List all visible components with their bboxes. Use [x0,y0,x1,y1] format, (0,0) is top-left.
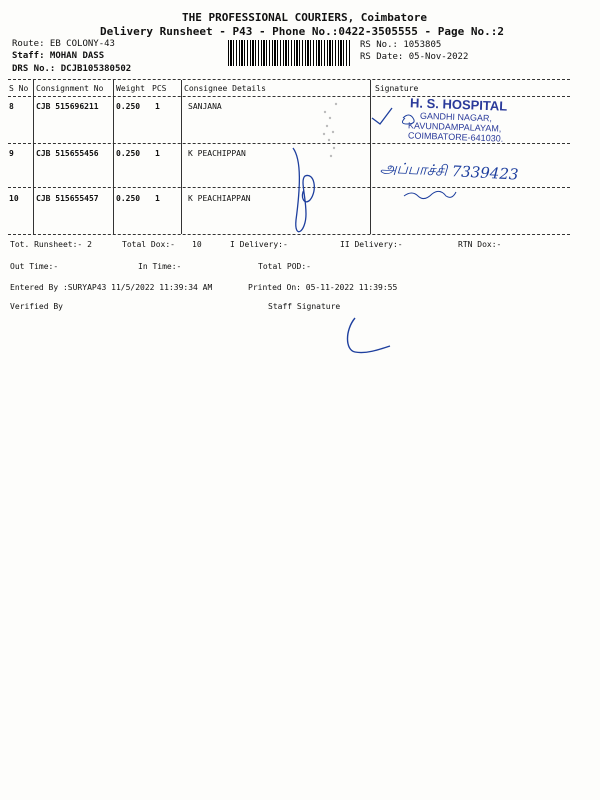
row-consignment: CJB 515655457 [36,194,99,203]
staff-signature-label: Staff Signature [268,302,341,311]
runsheet-subtitle: Delivery Runsheet - P43 - Phone No.:0422-3505555 - Page No.:2 [100,25,504,38]
total-dox-label: Total Dox:- [122,240,175,249]
row-pcs: 1 [155,194,160,203]
col-header-consignee: Consignee Details [184,84,266,93]
row-consignment: CJB 515655456 [36,149,99,158]
row-consignment: CJB 515696211 [36,102,99,111]
stamp-hospital-name: H. S. HOSPITAL [409,95,508,114]
rtn-dox: RTN Dox:- [458,240,502,249]
stamp-address-1: GANDHI NAGAR, [419,110,493,124]
i-delivery: I Delivery:- [230,240,288,249]
rs-date: RS Date: 05-Nov-2022 [360,52,469,62]
total-dox-value: 10 [192,240,202,249]
row-sno: 8 [9,102,14,111]
route: Route: EB COLONY-43 [12,39,115,49]
total-pod: Total POD:- [258,262,311,271]
checkmark-signature [372,108,392,124]
printed-on: Printed On: 05-11-2022 11:39:55 [248,283,398,292]
rs-number: RS No.: 1053805 [360,40,442,50]
row-consignee: K PEACHIPPAN [188,149,246,158]
stamp-address-2: KAVUNDAMPALAYAM, [407,120,502,134]
row-pcs: 1 [155,149,160,158]
row-consignee: K PEACHIAPPAN [188,194,251,203]
verified-by: Verified By [10,302,63,311]
drs-number: DRS No.: DCJB105380502 [12,64,132,74]
staff-signature-mark [348,318,391,353]
row-pcs: 1 [155,102,160,111]
row-sno: 9 [9,149,14,158]
row-weight: 0.250 [116,194,141,203]
col-header-pcs: PCS [152,84,167,93]
tot-runsheet: Tot. Runsheet:- 2 [10,240,92,249]
paper-smudge [323,103,337,157]
ii-delivery: II Delivery:- [340,240,403,249]
col-header-weight: Weight [116,84,145,93]
row-weight: 0.250 [116,102,141,111]
scribble-signature [402,115,414,124]
col-header-consignment: Consignment No [36,84,104,93]
signature-loop [293,148,314,232]
out-time: Out Time:- [10,262,59,271]
in-time: In Time:- [138,262,182,271]
staff: Staff: MOHAN DASS [12,51,105,61]
row-consignee: SANJANA [188,102,222,111]
row-weight: 0.250 [116,149,141,158]
handwritten-phone: அப்பாச்சி 7339423 [379,158,519,184]
stamp-address-3: COIMBATORE-641030. [407,130,504,144]
entered-by: Entered By :SURYAP43 11/5/2022 11:39:34 AM [10,283,213,292]
row-sno: 10 [9,194,19,203]
small-signature [404,191,456,198]
col-header-sno: S No [9,84,29,93]
col-header-signature: Signature [375,84,419,93]
company-title: THE PROFESSIONAL COURIERS, Coimbatore [182,11,428,24]
